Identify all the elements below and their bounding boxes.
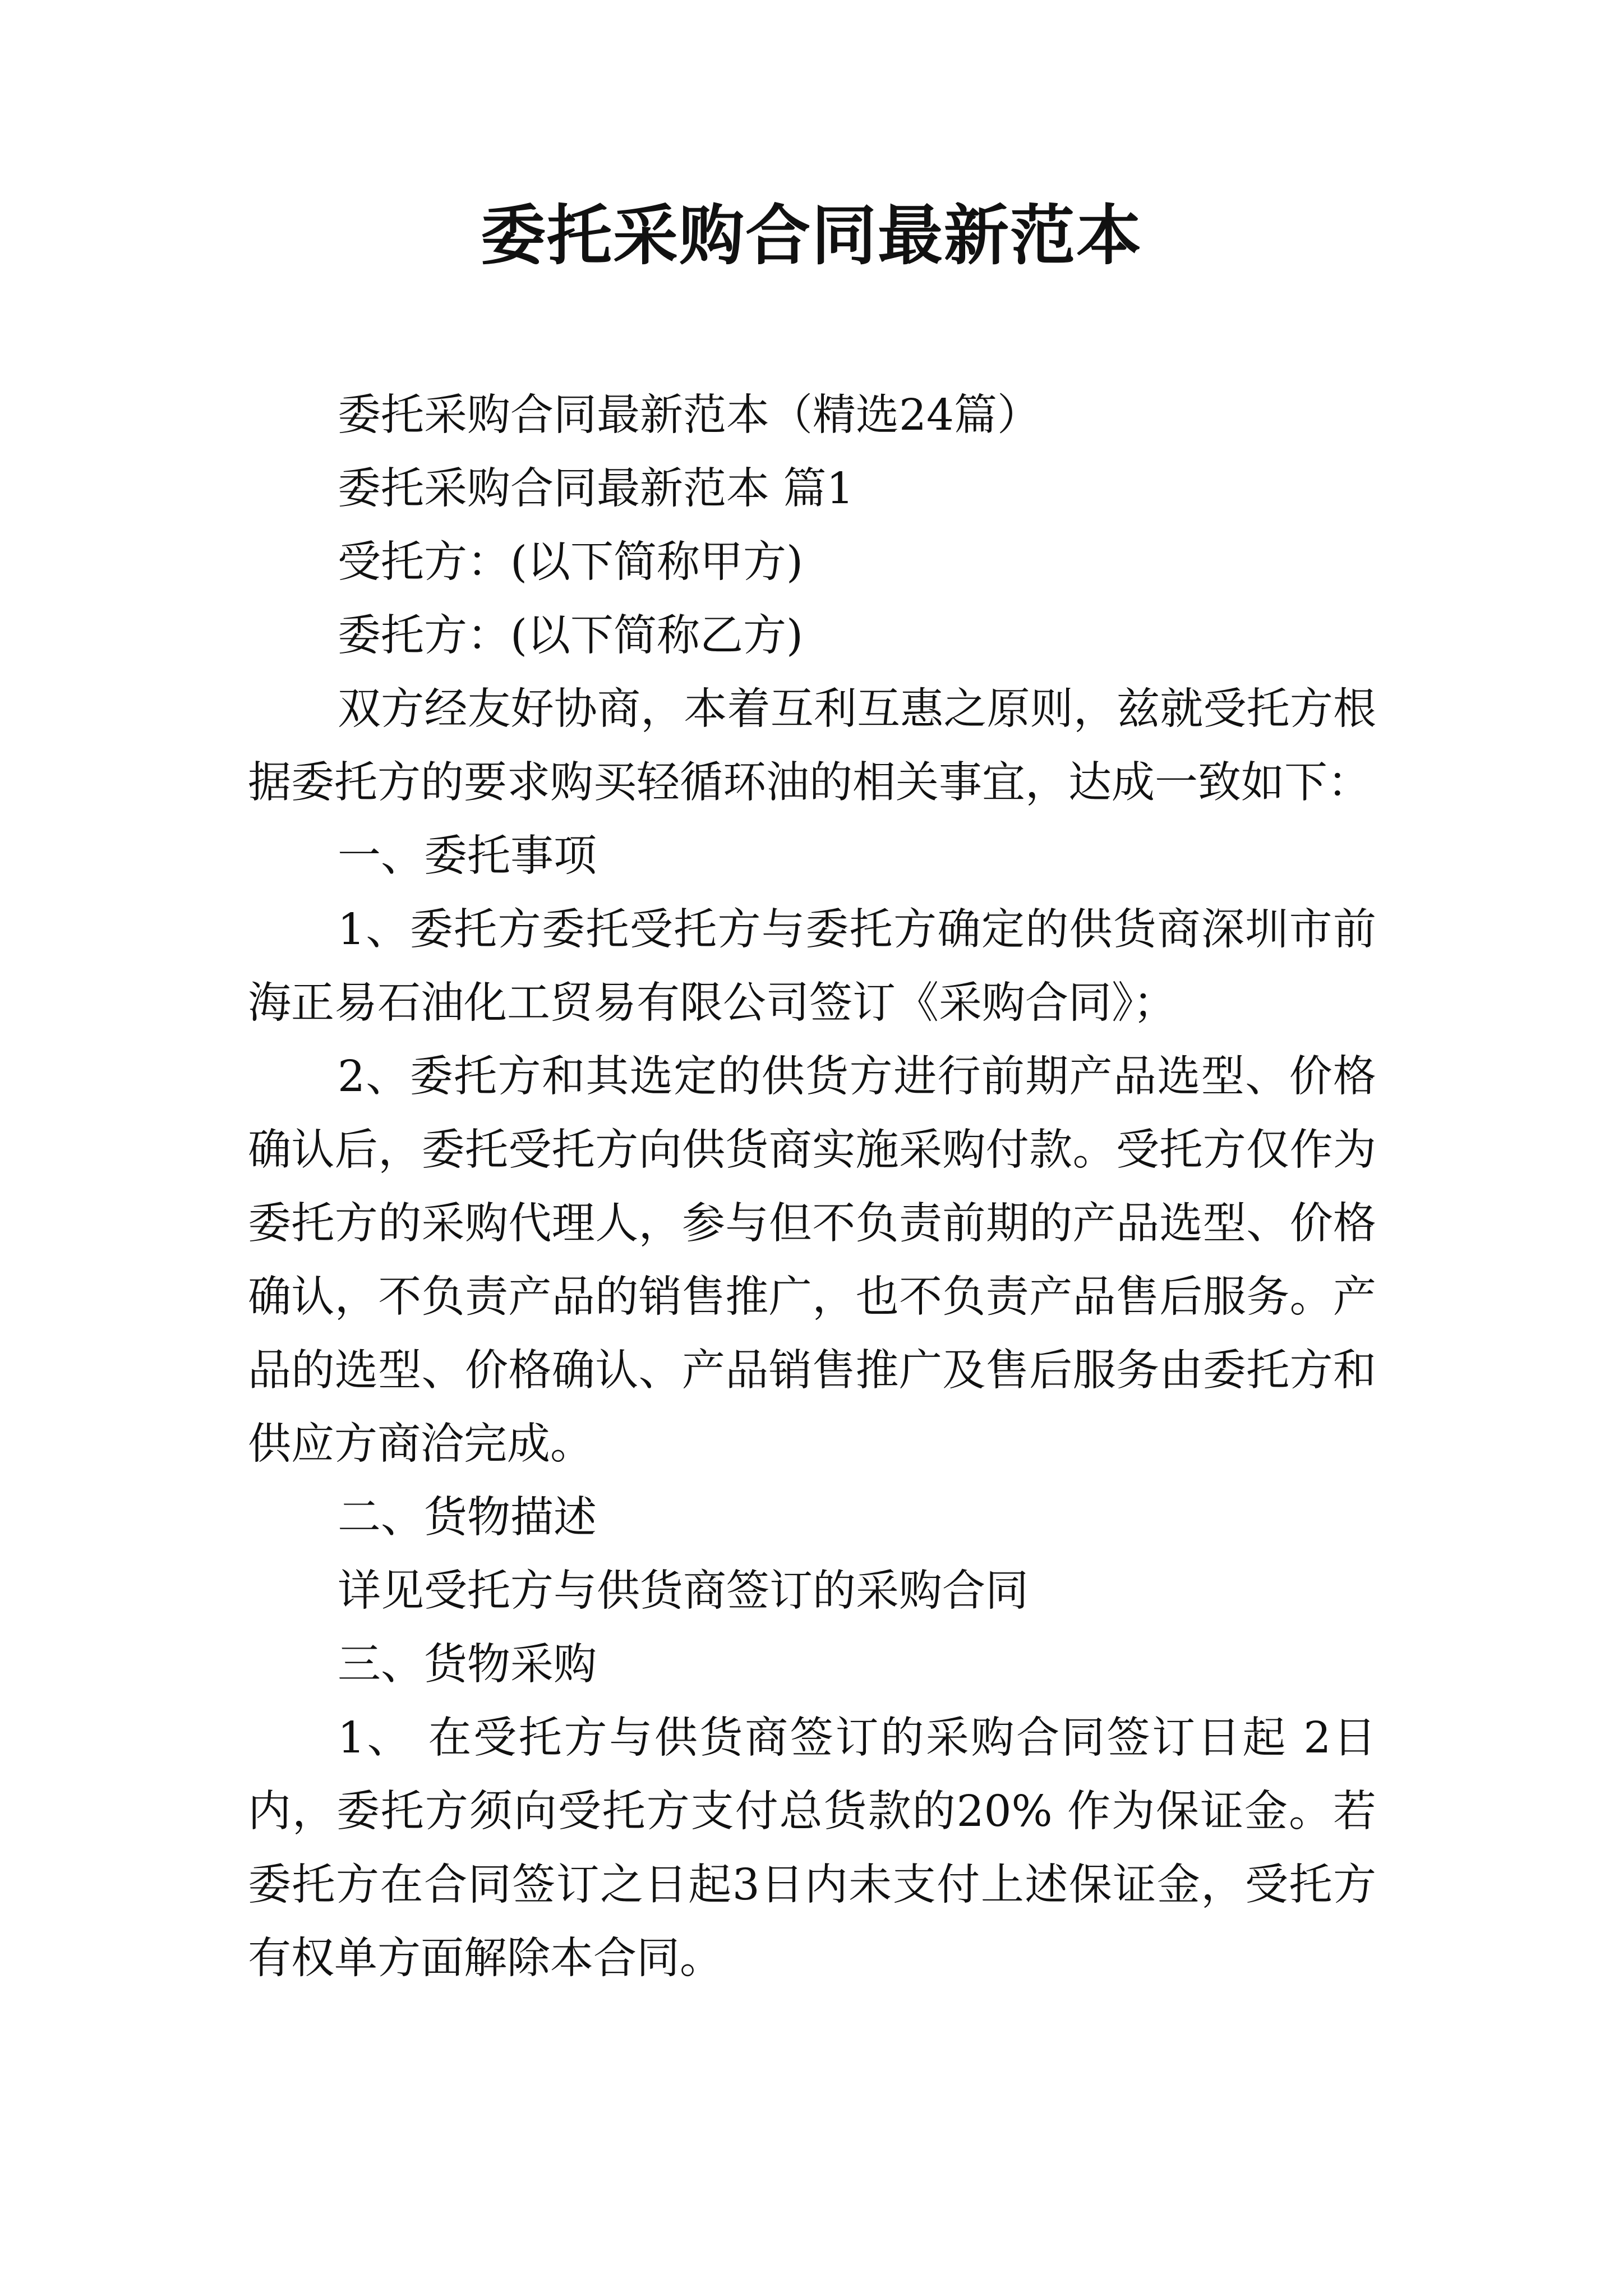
paragraph-party-b: 委托方：(以下简称乙方): [338, 611, 804, 661]
document-title: 委托采购合同最新范本: [481, 197, 1142, 274]
section-heading-entrustment: 一、委托事项: [338, 831, 597, 881]
paragraph-party-a: 受托方：(以下简称甲方): [338, 537, 804, 587]
section-heading-goods-description: 二、货物描述: [338, 1493, 597, 1543]
document-body: [248, 379, 1376, 1995]
section-heading-goods-purchase: 三、货物采购: [338, 1640, 597, 1690]
paragraph-chapter-heading: 委托采购合同最新范本 篇1: [338, 464, 854, 514]
paragraph-collection-heading: 委托采购合同最新范本（精选24篇）: [338, 390, 1040, 440]
paragraph-preamble: 双方经友好协商，本着互利互惠之原则，兹就受托方根据委托方的要求购买轻循环油的相关事宜，达成一致如下：: [248, 684, 1376, 808]
paragraph-clause-1-2: 2、委托方和其选定的供货方进行前期产品选型、价格确认后，委托受托方向供货商实施采购付款。受托方仅作为委托方的采购代理人，参与但不负责前期的产品选型、价格确认，不负责产品的销售推广，也不负责产品售后服务。产品的选型、价格确认、产品销售推广及售后服务由委托方和供应方商洽完成。: [248, 1052, 1376, 1469]
paragraph-goods-description: 详见受托方与供货商签订的采购合同: [338, 1566, 1029, 1616]
paragraph-clause-1-1: 1、委托方委托受托方与委托方确定的供货商深圳市前海正易石油化工贸易有限公司签订《采购合同》；: [248, 905, 1376, 1028]
paragraph-clause-3-1: 1、 在受托方与供货商签订的采购合同签订日起 2日内，委托方须向受托方支付总货款的20% 作为保证金。若委托方在合同签订之日起3日内未支付上述保证金，受托方有权单方面解除本合同。: [248, 1713, 1376, 1984]
